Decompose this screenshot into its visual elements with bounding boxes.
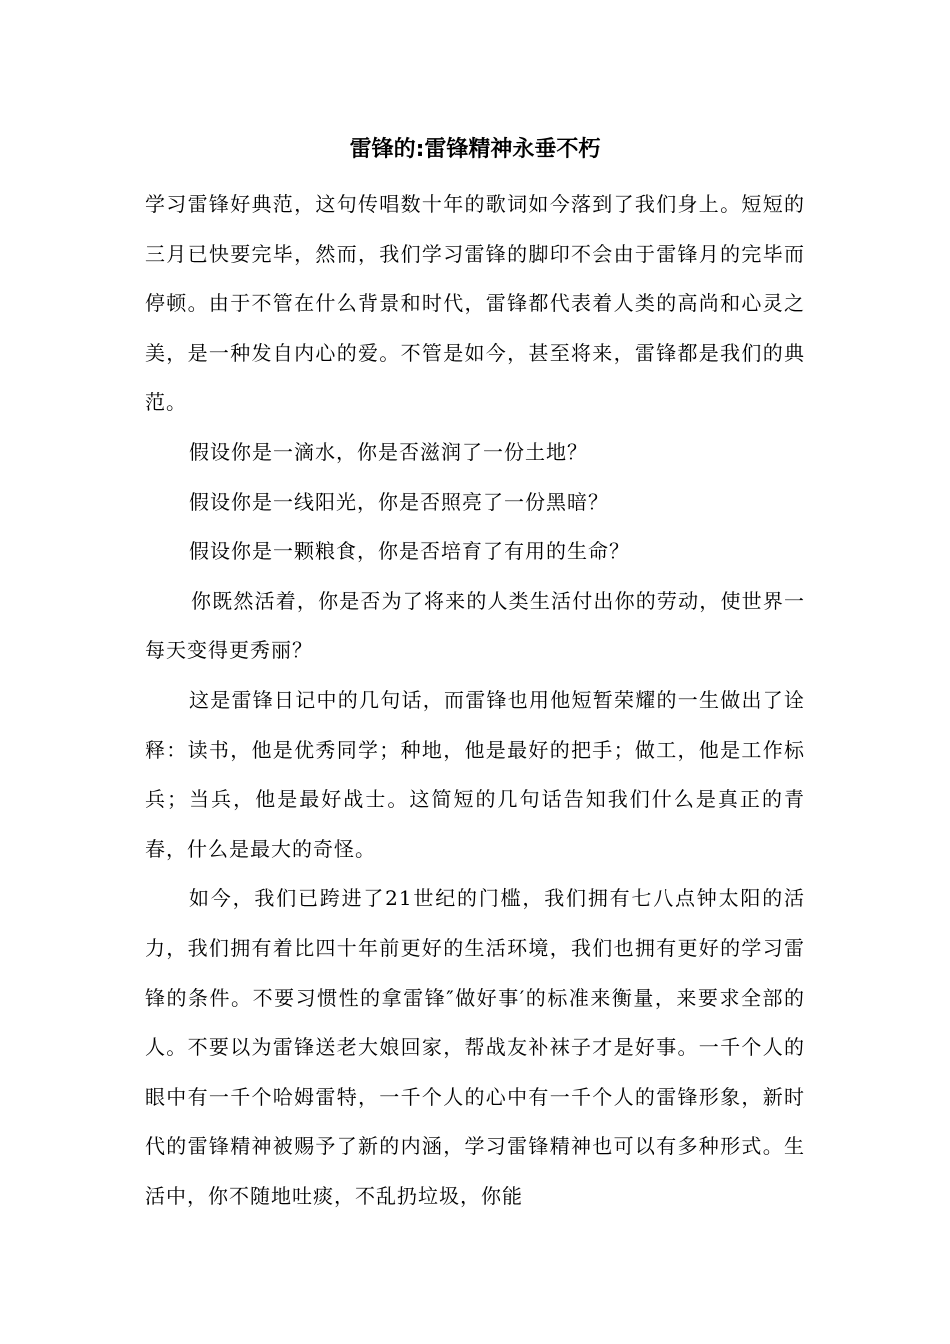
paragraph-intro: 学习雷锋好典范，这句传唱数十年的歌词如今落到了我们身上。短短的三月已快要完毕，然而，我们学习雷锋的脚印不会由于雷锋月的完毕而停顿。由于不管在什么背景和时代，雷锋都代表着人类的高尚和心灵之美，是一种发自内心的爱。不管是如今，甚至将来，雷锋都是我们的典范。 [145, 192, 805, 415]
paragraph-question-grain: 假设你是一颗粮食，你是否培育了有用的生命？ [189, 539, 630, 564]
paragraph-question-water: 假设你是一滴水，你是否滋润了一份土地？ [189, 439, 588, 464]
paragraph-question-sunlight: 假设你是一线阳光，你是否照亮了一份黑暗？ [189, 489, 609, 514]
paragraph-diary: 这是雷锋日记中的几句话，而雷锋也用他短暂荣耀的一生做出了诠释：读书，他是优秀同学；种地，他是最好的把手；做工，他是工作标兵；当兵，他是最好战士。这简短的几句话告知我们什么是真正的青春，什么是最大的奇怪。 [145, 687, 805, 861]
paragraph-question-labor: 你既然活着，你是否为了将来的人类生活付出你的劳动，使世界一每天变得更秀丽？ [145, 588, 805, 663]
page-title: 雷锋的:雷锋精神永垂不朽 [349, 137, 601, 162]
paragraph-new-era: 如今，我们已跨进了21世纪的门槛，我们拥有七八点钟太阳的活力，我们拥有着比四十年前更好的生活环境，我们也拥有更好的学习雷锋的条件。不要习惯性的拿雷锋″做好事′的标准来衡量，来要求全部的人。不要以为雷锋送老大娘回家，帮战友补袜子才是好事。一千个人的眼中有一千个哈姆雷特，一千个人的心中有一千个人的雷锋形象，新时代的雷锋精神被赐予了新的内涵，学习雷锋精神也可以有多种形式。生活中，你不随地吐痰，不乱扔垃圾，你能 [145, 886, 805, 1208]
document-body [145, 180, 805, 1221]
